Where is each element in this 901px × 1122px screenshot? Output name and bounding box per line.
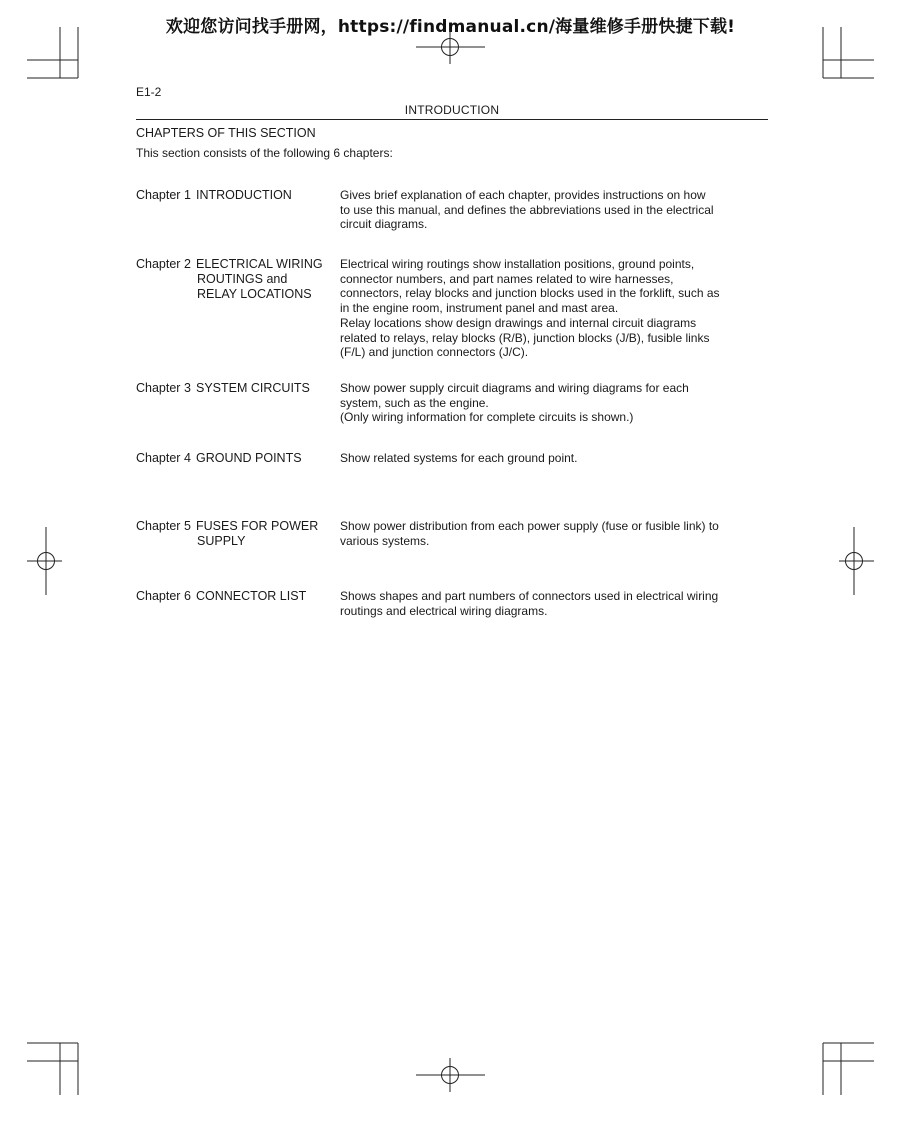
chapter-label — [136, 589, 336, 604]
description-line: in the engine room, instrument panel and mast area. — [340, 301, 619, 316]
chapter-number: Chapter 5 — [136, 519, 191, 533]
description-line: system, such as the engine. — [340, 395, 489, 410]
chapter-number: Chapter 3 — [136, 381, 191, 395]
registration-target-left — [27, 527, 62, 595]
registration-target-top — [416, 30, 485, 64]
description-line: connector numbers, and part names related to wire harnesses, — [340, 271, 674, 286]
section-intro: This section consists of the following 6 chapters: — [136, 146, 393, 160]
chapter-label — [136, 257, 336, 302]
chapter-description — [340, 519, 754, 548]
chapter-description — [340, 257, 754, 360]
description-line: Gives brief explanation of each chapter, provides instructions on how — [340, 188, 706, 202]
chapter-description — [340, 381, 754, 425]
description-line: (Only wiring information for complete circuits is shown.) — [340, 410, 634, 425]
description-line: (F/L) and junction connectors (J/C). — [340, 345, 529, 360]
chapter-number: Chapter 4 — [136, 451, 191, 465]
chapter-number: Chapter 1 — [136, 188, 191, 202]
description-line: Relay locations show design drawings and internal circuit diagrams — [340, 315, 697, 330]
section-heading: CHAPTERS OF THIS SECTION — [136, 126, 316, 140]
chapter-name-line: FUSES FOR POWER — [196, 519, 319, 533]
chapter-description — [340, 188, 754, 232]
crop-mark-top-left — [27, 27, 78, 78]
description-line: various systems. — [340, 533, 430, 548]
chapter-description — [340, 451, 754, 466]
chapter-label — [136, 451, 336, 466]
chapter-name-line: GROUND POINTS — [196, 451, 302, 465]
description-line: Electrical wiring routings show installation positions, ground points, — [340, 257, 695, 271]
chapter-number: Chapter 2 — [136, 257, 191, 271]
description-line: to use this manual, and defines the abbreviations used in the electrical — [340, 202, 714, 217]
chapter-description — [340, 589, 754, 618]
chapter-name-line: RELAY LOCATIONS — [197, 287, 312, 301]
chapter-name-line: ROUTINGS and — [197, 272, 288, 286]
chapter-label — [136, 519, 336, 549]
chapter-number: Chapter 6 — [136, 589, 191, 603]
chapter-name-line: ELECTRICAL WIRING — [196, 257, 323, 271]
description-line: Shows shapes and part numbers of connectors used in electrical wiring — [340, 589, 719, 603]
chapter-name-line: CONNECTOR LIST — [196, 589, 307, 603]
description-line: Show related systems for each ground point. — [340, 451, 578, 465]
registration-target-right — [839, 527, 874, 595]
watermark-banner: 欢迎您访问找手册网，https://findmanual.cn/海量维修手册快捷下载! — [165, 17, 736, 37]
description-line: circuit diagrams. — [340, 217, 428, 232]
crop-mark-bottom-right — [823, 1043, 874, 1095]
chapter-label — [136, 381, 336, 396]
page-id: E1-2 — [136, 85, 162, 99]
registration-target-bottom — [416, 1058, 485, 1092]
description-line: related to relays, relay blocks (R/B), junction blocks (J/B), fusible links — [340, 330, 710, 345]
chapter-name-line: INTRODUCTION — [196, 188, 292, 202]
description-line: routings and electrical wiring diagrams. — [340, 603, 548, 618]
chapter-label — [136, 188, 336, 203]
crop-mark-bottom-left — [27, 1043, 78, 1095]
description-line: Show power distribution from each power supply (fuse or fusible link) to — [340, 519, 719, 533]
page-header-title: INTRODUCTION — [404, 103, 500, 117]
crop-mark-top-right — [823, 27, 874, 78]
chapter-name-line: SUPPLY — [197, 534, 246, 548]
description-line: connectors, relay blocks and junction blocks used in the forklift, such as — [340, 286, 720, 301]
description-line: Show power supply circuit diagrams and wiring diagrams for each — [340, 381, 689, 395]
header-rule — [136, 119, 768, 120]
chapter-name-line: SYSTEM CIRCUITS — [196, 381, 310, 395]
